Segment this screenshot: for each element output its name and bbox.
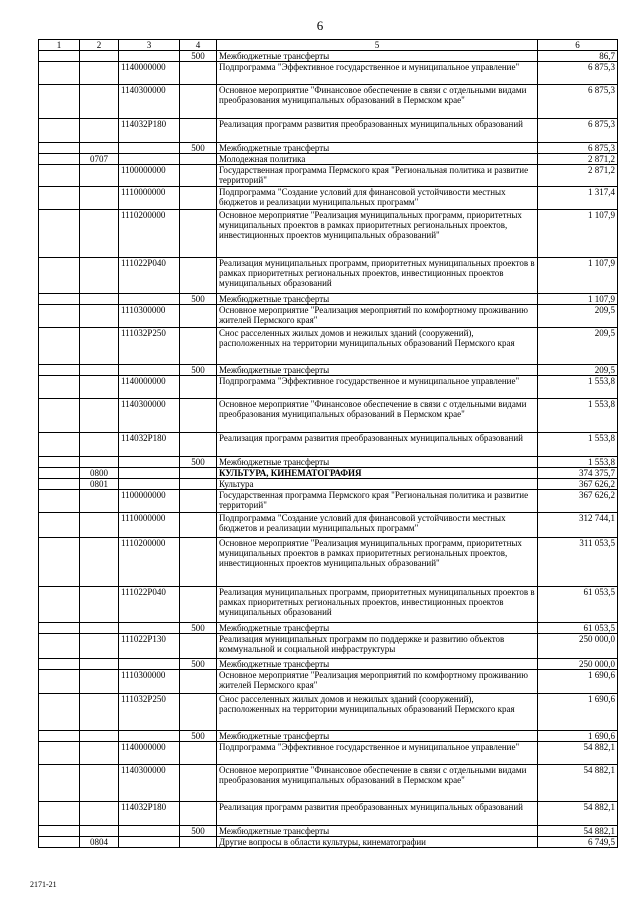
table-cell-c2 <box>80 143 119 154</box>
table-cell-c2 <box>80 634 119 659</box>
table-cell-c6: 311 053,5 <box>538 538 618 587</box>
table-cell-c4 <box>180 765 217 802</box>
table-cell-c6: 1 553,8 <box>538 399 618 433</box>
table-cell-c3 <box>119 479 180 490</box>
table-cell-c3: 1110300000 <box>119 305 180 328</box>
table-cell-c3 <box>119 623 180 634</box>
table-cell-c2 <box>80 742 119 765</box>
table-cell-c6: 6 875,3 <box>538 62 618 85</box>
table-cell-c5: Межбюджетные трансферты <box>217 623 538 634</box>
table-row <box>39 837 618 848</box>
table-cell-c5: Основное мероприятие "Реализация мероприятий по комфортному проживанию жителей Пермского края" <box>217 670 538 694</box>
table-cell-c5: Межбюджетные трансферты <box>217 365 538 376</box>
table-cell-c1 <box>39 85 80 119</box>
table-cell-c5: Подпрограмма "Эффективное государственное и муниципальное управление" <box>217 376 538 399</box>
column-header: 1 <box>39 40 80 51</box>
table-cell-c1 <box>39 328 80 365</box>
table-cell-c3: 1110200000 <box>119 210 180 258</box>
table-cell-c5: Снос расселенных жилых домов и нежилых зданий (сооружений), расположенных на территории муниципальных образований Пермского края <box>217 328 538 365</box>
table-cell-c4: 500 <box>180 51 217 62</box>
table-cell-c5: Реализация муниципальных программ по поддержке и развитию объектов коммунальной и социальной инфраструктуры <box>217 634 538 659</box>
table-cell-c5: Подпрограмма "Создание условий для финансовой устойчивости местных бюджетов и реализации муниципальных программ" <box>217 187 538 210</box>
table-cell-c6: 1 690,6 <box>538 694 618 731</box>
table-cell-c4 <box>180 634 217 659</box>
column-header: 6 <box>538 40 618 51</box>
table-cell-c6: 209,5 <box>538 328 618 365</box>
page-number: 6 <box>316 18 324 33</box>
table-cell-c4: 500 <box>180 826 217 837</box>
table-cell-c2 <box>80 258 119 294</box>
table-cell-c4 <box>180 154 217 165</box>
table-header-row <box>39 40 618 51</box>
table-row <box>39 294 618 305</box>
table-cell-c6: 1 107,9 <box>538 258 618 294</box>
table-row <box>39 154 618 165</box>
table-cell-c5: Межбюджетные трансферты <box>217 731 538 742</box>
table-row <box>39 468 618 479</box>
table-row <box>39 587 618 623</box>
table-row <box>39 538 618 587</box>
table-cell-c2 <box>80 328 119 365</box>
table-cell-c1 <box>39 826 80 837</box>
table-row <box>39 742 618 765</box>
table-cell-c4 <box>180 62 217 85</box>
table-cell-c6: 1 553,8 <box>538 376 618 399</box>
table-cell-c2 <box>80 187 119 210</box>
table-cell-c4 <box>180 490 217 513</box>
table-cell-c6: 367 626,2 <box>538 479 618 490</box>
table-cell-c5: Основное мероприятие "Реализация мероприятий по комфортному проживанию жителей Пермского края" <box>217 305 538 328</box>
table-cell-c4 <box>180 513 217 538</box>
table-cell-c2 <box>80 670 119 694</box>
table-row <box>39 659 618 670</box>
table-cell-c3 <box>119 294 180 305</box>
table-cell-c5: Основное мероприятие "Финансовое обеспечение в связи с отдельными видами преобразования муниципальных образований в Пермском крае" <box>217 399 538 433</box>
table-cell-c2 <box>80 513 119 538</box>
table-cell-c1 <box>39 143 80 154</box>
table-row <box>39 62 618 85</box>
table-cell-c5: Государственная программа Пермского края "Региональная политика и развитие территорий" <box>217 490 538 513</box>
table-cell-c4 <box>180 479 217 490</box>
table-cell-c5: Основное мероприятие "Финансовое обеспечение в связи с отдельными видами преобразования муниципальных образований в Пермском крае" <box>217 85 538 119</box>
table-cell-c3 <box>119 659 180 670</box>
table-cell-c4 <box>180 802 217 826</box>
table-cell-c2: 0707 <box>80 154 119 165</box>
table-cell-c1 <box>39 119 80 143</box>
table-cell-c1 <box>39 433 80 457</box>
table-cell-c1 <box>39 210 80 258</box>
table-cell-c6: 250 000,0 <box>538 634 618 659</box>
table-cell-c6: 209,5 <box>538 305 618 328</box>
table-cell-c5: Молодежная политика <box>217 154 538 165</box>
table-cell-c4: 500 <box>180 731 217 742</box>
table-cell-c2 <box>80 457 119 468</box>
table-cell-c5: Другие вопросы в области культуры, кинематографии <box>217 837 538 848</box>
table-row <box>39 258 618 294</box>
table-cell-c6: 1 553,8 <box>538 457 618 468</box>
table-cell-c5: Межбюджетные трансферты <box>217 51 538 62</box>
table-row <box>39 210 618 258</box>
table-row <box>39 51 618 62</box>
table-cell-c2 <box>80 376 119 399</box>
table-cell-c2 <box>80 802 119 826</box>
table-cell-c2 <box>80 305 119 328</box>
table-cell-c1 <box>39 479 80 490</box>
table-cell-c6: 1 690,6 <box>538 731 618 742</box>
table-cell-c5: Межбюджетные трансферты <box>217 457 538 468</box>
budget-table <box>38 39 618 848</box>
table-cell-c1 <box>39 258 80 294</box>
table-cell-c4 <box>180 85 217 119</box>
table-cell-c5: Основное мероприятие "Реализация муниципальных программ, приоритетных муниципальных проектов в рамках приоритетных региональных проектов, инвестиционных проектов муниципальных образований" <box>217 538 538 587</box>
column-header: 2 <box>80 40 119 51</box>
table-row <box>39 165 618 187</box>
table-cell-c6: 1 553,8 <box>538 433 618 457</box>
table-cell-c3: 1100000000 <box>119 165 180 187</box>
table-cell-c3: 1140000000 <box>119 742 180 765</box>
table-cell-c1 <box>39 694 80 731</box>
table-cell-c3 <box>119 365 180 376</box>
table-cell-c6: 54 882,1 <box>538 742 618 765</box>
table-cell-c3: 1100000000 <box>119 490 180 513</box>
table-row <box>39 802 618 826</box>
table-cell-c1 <box>39 513 80 538</box>
table-cell-c6: 312 744,1 <box>538 513 618 538</box>
table-cell-c3: 111022P130 <box>119 634 180 659</box>
table-cell-c5: Реализация программ развития преобразованных муниципальных образований <box>217 119 538 143</box>
table-cell-c2 <box>80 623 119 634</box>
table-cell-c4: 500 <box>180 365 217 376</box>
table-cell-c4 <box>180 742 217 765</box>
table-cell-c6: 2 871,2 <box>538 165 618 187</box>
table-cell-c3 <box>119 826 180 837</box>
table-cell-c4: 500 <box>180 623 217 634</box>
table-cell-c6: 1 107,9 <box>538 210 618 258</box>
table-cell-c1 <box>39 731 80 742</box>
table-row <box>39 694 618 731</box>
table-cell-c6: 54 882,1 <box>538 765 618 802</box>
table-cell-c3 <box>119 154 180 165</box>
table-cell-c3 <box>119 837 180 848</box>
table-cell-c1 <box>39 468 80 479</box>
table-cell-c6: 6 749,5 <box>538 837 618 848</box>
table-cell-c2 <box>80 365 119 376</box>
table-cell-c5: КУЛЬТУРА, КИНЕМАТОГРАФИЯ <box>217 468 538 479</box>
table-cell-c5: Основное мероприятие "Финансовое обеспечение в связи с отдельными видами преобразования муниципальных образований в Пермском крае" <box>217 765 538 802</box>
table-cell-c5: Снос расселенных жилых домов и нежилых зданий (сооружений), расположенных на территории муниципальных образований Пермского края <box>217 694 538 731</box>
table-row <box>39 479 618 490</box>
table-cell-c4 <box>180 837 217 848</box>
table-cell-c5: Основное мероприятие "Реализация муниципальных программ, приоритетных муниципальных проектов в рамках приоритетных региональных проектов, инвестиционных проектов муниципальных образований" <box>217 210 538 258</box>
table-cell-c2 <box>80 85 119 119</box>
table-cell-c4: 500 <box>180 659 217 670</box>
table-row <box>39 376 618 399</box>
table-cell-c3 <box>119 457 180 468</box>
table-cell-c1 <box>39 51 80 62</box>
table-cell-c6: 209,5 <box>538 365 618 376</box>
table-row <box>39 399 618 433</box>
table-cell-c5: Государственная программа Пермского края "Региональная политика и развитие территорий" <box>217 165 538 187</box>
table-cell-c3: 111022P040 <box>119 587 180 623</box>
column-header: 4 <box>180 40 217 51</box>
table-cell-c3: 1110000000 <box>119 187 180 210</box>
table-cell-c5: Межбюджетные трансферты <box>217 659 538 670</box>
table-cell-c1 <box>39 399 80 433</box>
table-cell-c3: 1140300000 <box>119 399 180 433</box>
table-cell-c1 <box>39 634 80 659</box>
table-cell-c1 <box>39 587 80 623</box>
table-cell-c4 <box>180 538 217 587</box>
table-row <box>39 85 618 119</box>
table-row <box>39 513 618 538</box>
table-cell-c2 <box>80 490 119 513</box>
table-cell-c4 <box>180 587 217 623</box>
table-cell-c1 <box>39 623 80 634</box>
table-cell-c2: 0801 <box>80 479 119 490</box>
table-cell-c1 <box>39 165 80 187</box>
table-cell-c6: 374 375,7 <box>538 468 618 479</box>
table-cell-c5: Реализация муниципальных программ, приоритетных муниципальных проектов в рамках приоритетных региональных проектов, инвестиционных проектов муниципальных образований <box>217 258 538 294</box>
table-cell-c6: 61 053,5 <box>538 623 618 634</box>
table-cell-c4 <box>180 258 217 294</box>
table-cell-c3: 1140300000 <box>119 85 180 119</box>
table-cell-c6: 86,7 <box>538 51 618 62</box>
table-cell-c2 <box>80 399 119 433</box>
table-cell-c2 <box>80 210 119 258</box>
table-row <box>39 634 618 659</box>
table-cell-c2: 0800 <box>80 468 119 479</box>
table-cell-c3: 111022P040 <box>119 258 180 294</box>
table-cell-c3 <box>119 468 180 479</box>
table-cell-c6: 54 882,1 <box>538 802 618 826</box>
table-cell-c4 <box>180 376 217 399</box>
table-cell-c1 <box>39 659 80 670</box>
table-cell-c4: 500 <box>180 294 217 305</box>
table-cell-c1 <box>39 365 80 376</box>
table-cell-c4 <box>180 165 217 187</box>
table-cell-c2 <box>80 294 119 305</box>
table-cell-c1 <box>39 187 80 210</box>
table-cell-c6: 6 875,3 <box>538 85 618 119</box>
table-cell-c2 <box>80 765 119 802</box>
table-cell-c6: 6 875,3 <box>538 119 618 143</box>
table-cell-c1 <box>39 490 80 513</box>
table-cell-c2 <box>80 62 119 85</box>
table-cell-c6: 1 690,6 <box>538 670 618 694</box>
table-cell-c2 <box>80 659 119 670</box>
table-cell-c6: 54 882,1 <box>538 826 618 837</box>
table-row <box>39 670 618 694</box>
table-row <box>39 826 618 837</box>
table-cell-c1 <box>39 802 80 826</box>
table-cell-c3: 1140300000 <box>119 765 180 802</box>
table-cell-c3: 1110000000 <box>119 513 180 538</box>
table-cell-c2 <box>80 587 119 623</box>
table-cell-c1 <box>39 538 80 587</box>
table-cell-c3: 1140000000 <box>119 62 180 85</box>
table-cell-c1 <box>39 837 80 848</box>
table-cell-c4 <box>180 694 217 731</box>
table-cell-c3: 114032P180 <box>119 119 180 143</box>
table-cell-c6: 367 626,2 <box>538 490 618 513</box>
table-cell-c5: Подпрограмма "Эффективное государственное и муниципальное управление" <box>217 742 538 765</box>
table-row <box>39 433 618 457</box>
table-cell-c4 <box>180 399 217 433</box>
table-cell-c4 <box>180 670 217 694</box>
table-cell-c4 <box>180 328 217 365</box>
table-cell-c3: 1110200000 <box>119 538 180 587</box>
table-cell-c1 <box>39 154 80 165</box>
column-header: 5 <box>217 40 538 51</box>
table-cell-c1 <box>39 742 80 765</box>
table-cell-c5: Межбюджетные трансферты <box>217 826 538 837</box>
table-cell-c2: 0804 <box>80 837 119 848</box>
table-cell-c4 <box>180 210 217 258</box>
table-cell-c3: 114032P180 <box>119 433 180 457</box>
table-cell-c1 <box>39 305 80 328</box>
table-cell-c3: 114032P180 <box>119 802 180 826</box>
table-row <box>39 457 618 468</box>
table-cell-c2 <box>80 433 119 457</box>
table-cell-c3: 1140000000 <box>119 376 180 399</box>
table-cell-c1 <box>39 670 80 694</box>
table-row <box>39 328 618 365</box>
table-cell-c2 <box>80 538 119 587</box>
table-row <box>39 187 618 210</box>
table-cell-c3 <box>119 731 180 742</box>
column-header: 3 <box>119 40 180 51</box>
table-cell-c4 <box>180 119 217 143</box>
table-cell-c4: 500 <box>180 143 217 154</box>
table-cell-c2 <box>80 731 119 742</box>
table-cell-c6: 6 875,3 <box>538 143 618 154</box>
table-cell-c2 <box>80 165 119 187</box>
table-cell-c6: 1 107,9 <box>538 294 618 305</box>
table-row <box>39 119 618 143</box>
table-cell-c5: Межбюджетные трансферты <box>217 294 538 305</box>
document-code: 2171-21 <box>30 880 57 889</box>
table-cell-c3: 1110300000 <box>119 670 180 694</box>
table-cell-c4 <box>180 187 217 210</box>
table-cell-c1 <box>39 376 80 399</box>
table-cell-c5: Подпрограмма "Эффективное государственное и муниципальное управление" <box>217 62 538 85</box>
table-cell-c6: 2 871,2 <box>538 154 618 165</box>
table-cell-c4 <box>180 305 217 328</box>
table-cell-c1 <box>39 457 80 468</box>
table-cell-c5: Реализация муниципальных программ, приоритетных муниципальных проектов в рамках приоритетных региональных проектов, инвестиционных проектов муниципальных образований <box>217 587 538 623</box>
table-cell-c3 <box>119 143 180 154</box>
table-body <box>39 51 618 848</box>
table-cell-c3: 111032P250 <box>119 694 180 731</box>
table-cell-c5: Межбюджетные трансферты <box>217 143 538 154</box>
table-cell-c6: 250 000,0 <box>538 659 618 670</box>
table-cell-c1 <box>39 62 80 85</box>
table-cell-c2 <box>80 826 119 837</box>
table-row <box>39 305 618 328</box>
table-row <box>39 765 618 802</box>
table-cell-c4: 500 <box>180 457 217 468</box>
table-cell-c3: 111032P250 <box>119 328 180 365</box>
table-cell-c4 <box>180 433 217 457</box>
table-cell-c2 <box>80 119 119 143</box>
table-cell-c6: 61 053,5 <box>538 587 618 623</box>
table-cell-c4 <box>180 468 217 479</box>
table-row <box>39 365 618 376</box>
table-cell-c5: Подпрограмма "Создание условий для финансовой устойчивости местных бюджетов и реализации муниципальных программ" <box>217 513 538 538</box>
table-cell-c5: Реализация программ развития преобразованных муниципальных образований <box>217 433 538 457</box>
table-cell-c1 <box>39 765 80 802</box>
table-row <box>39 143 618 154</box>
table-row <box>39 731 618 742</box>
table-cell-c1 <box>39 294 80 305</box>
table-cell-c2 <box>80 694 119 731</box>
table-cell-c3 <box>119 51 180 62</box>
table-cell-c2 <box>80 51 119 62</box>
table-cell-c5: Реализация программ развития преобразованных муниципальных образований <box>217 802 538 826</box>
table-row <box>39 623 618 634</box>
table-cell-c6: 1 317,4 <box>538 187 618 210</box>
table-cell-c5: Культура <box>217 479 538 490</box>
table-row <box>39 490 618 513</box>
